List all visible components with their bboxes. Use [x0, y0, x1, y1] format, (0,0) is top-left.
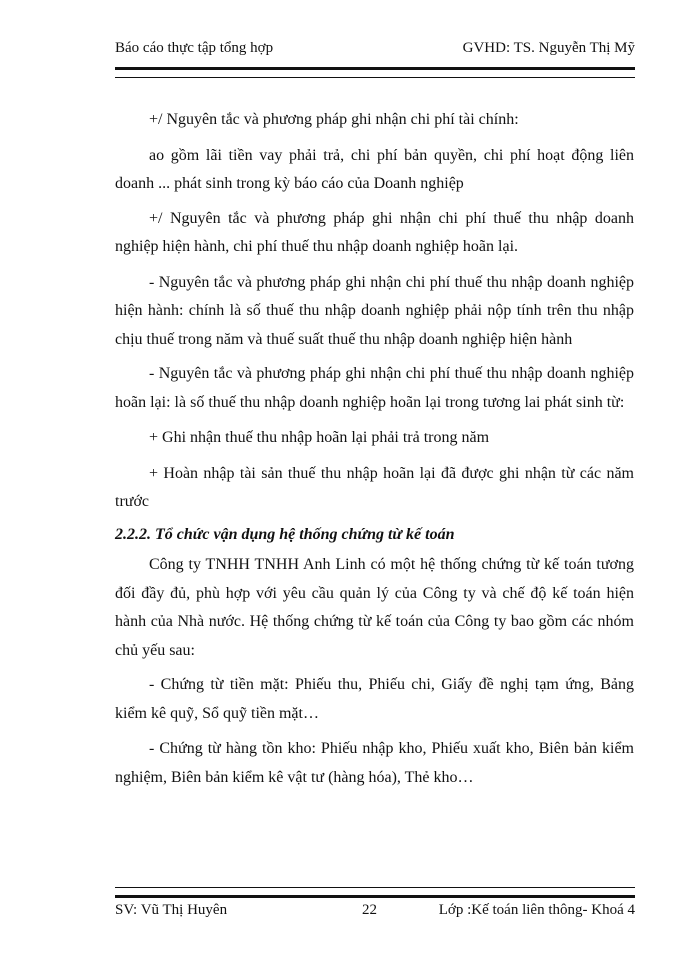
- paragraph-inventory-vouchers: - Chứng từ hàng tồn kho: Phiếu nhập kho, Phiếu xuất kho, Biên bản kiểm nghiệm, Biên bản kiểm kê vật tư (hàng hóa), Thẻ kho…: [115, 740, 634, 786]
- page-number: 22: [362, 902, 377, 918]
- footer-divider: [115, 887, 635, 898]
- header-divider: [115, 67, 635, 78]
- page-footer: [115, 902, 635, 922]
- paragraph-deferred-reversal: + Hoàn nhập tài sản thuế thu nhập hoãn lại đã được ghi nhận từ các năm trước: [115, 464, 634, 510]
- paragraph-cash-vouchers: - Chứng từ tiền mặt: Phiếu thu, Phiếu chi, Giấy đề nghị tạm ứng, Bảng kiểm kê quỹ, Sổ quỹ tiền mặt…: [115, 676, 634, 722]
- page-body: [115, 106, 634, 792]
- report-title: Báo cáo thực tập tổng hợp: [115, 40, 274, 56]
- page-header: [115, 40, 635, 60]
- paragraph-deferred-tax: - Nguyên tắc và phương pháp ghi nhận chi phí thuế thu nhập doanh nghiệp hoãn lại: là số thuế thu nhập doanh nghiệp hoãn lại trong tương lai phát sinh từ:: [115, 365, 634, 411]
- section-heading: 2.2.2. Tổ chức vận dụng hệ thống chứng từ kế toán: [115, 525, 455, 543]
- paragraph-financial-cost-detail: ao gồm lãi tiền vay phải trả, chi phí bản quyền, chi phí hoạt động liên doanh ... phát sinh trong kỳ báo cáo của Doanh nghiệp: [115, 146, 634, 192]
- supervisor-name: GVHD: TS. Nguyễn Thị Mỹ: [462, 40, 635, 56]
- paragraph-current-tax: - Nguyên tắc và phương pháp ghi nhận chi phí thuế thu nhập doanh nghiệp hiện hành: chính là số thuế thu nhập doanh nghiệp phải nộp tính trên thu nhập chịu thuế trong năm và thuế suất thuế thu nhập doanh nghiệp hiện hành: [115, 273, 634, 348]
- student-name: SV: Vũ Thị Huyên: [115, 902, 228, 918]
- paragraph-voucher-system: Công ty TNHH TNHH Anh Linh có một hệ thống chứng từ kế toán tương đối đầy đủ, phù hợp với yêu cầu quản lý của Công ty và chế độ kế toán hiện hành của Nhà nước. Hệ thống chứng từ kế toán của Công ty bao gồm các nhóm chủ yếu sau:: [115, 556, 634, 659]
- paragraph-deferred-payable: + Ghi nhận thuế thu nhập hoãn lại phải trả trong năm: [149, 429, 490, 446]
- class-name: Lớp :Kế toán liên thông- Khoá 4: [438, 902, 635, 918]
- paragraph-financial-cost-heading: +/ Nguyên tắc và phương pháp ghi nhận chi phí tài chính:: [149, 111, 519, 128]
- paragraph-income-tax-heading: +/ Nguyên tắc và phương pháp ghi nhận chi phí thuế thu nhập doanh nghiệp hiện hành, chi phí thuế thu nhập doanh nghiệp hoãn lại.: [115, 209, 634, 255]
